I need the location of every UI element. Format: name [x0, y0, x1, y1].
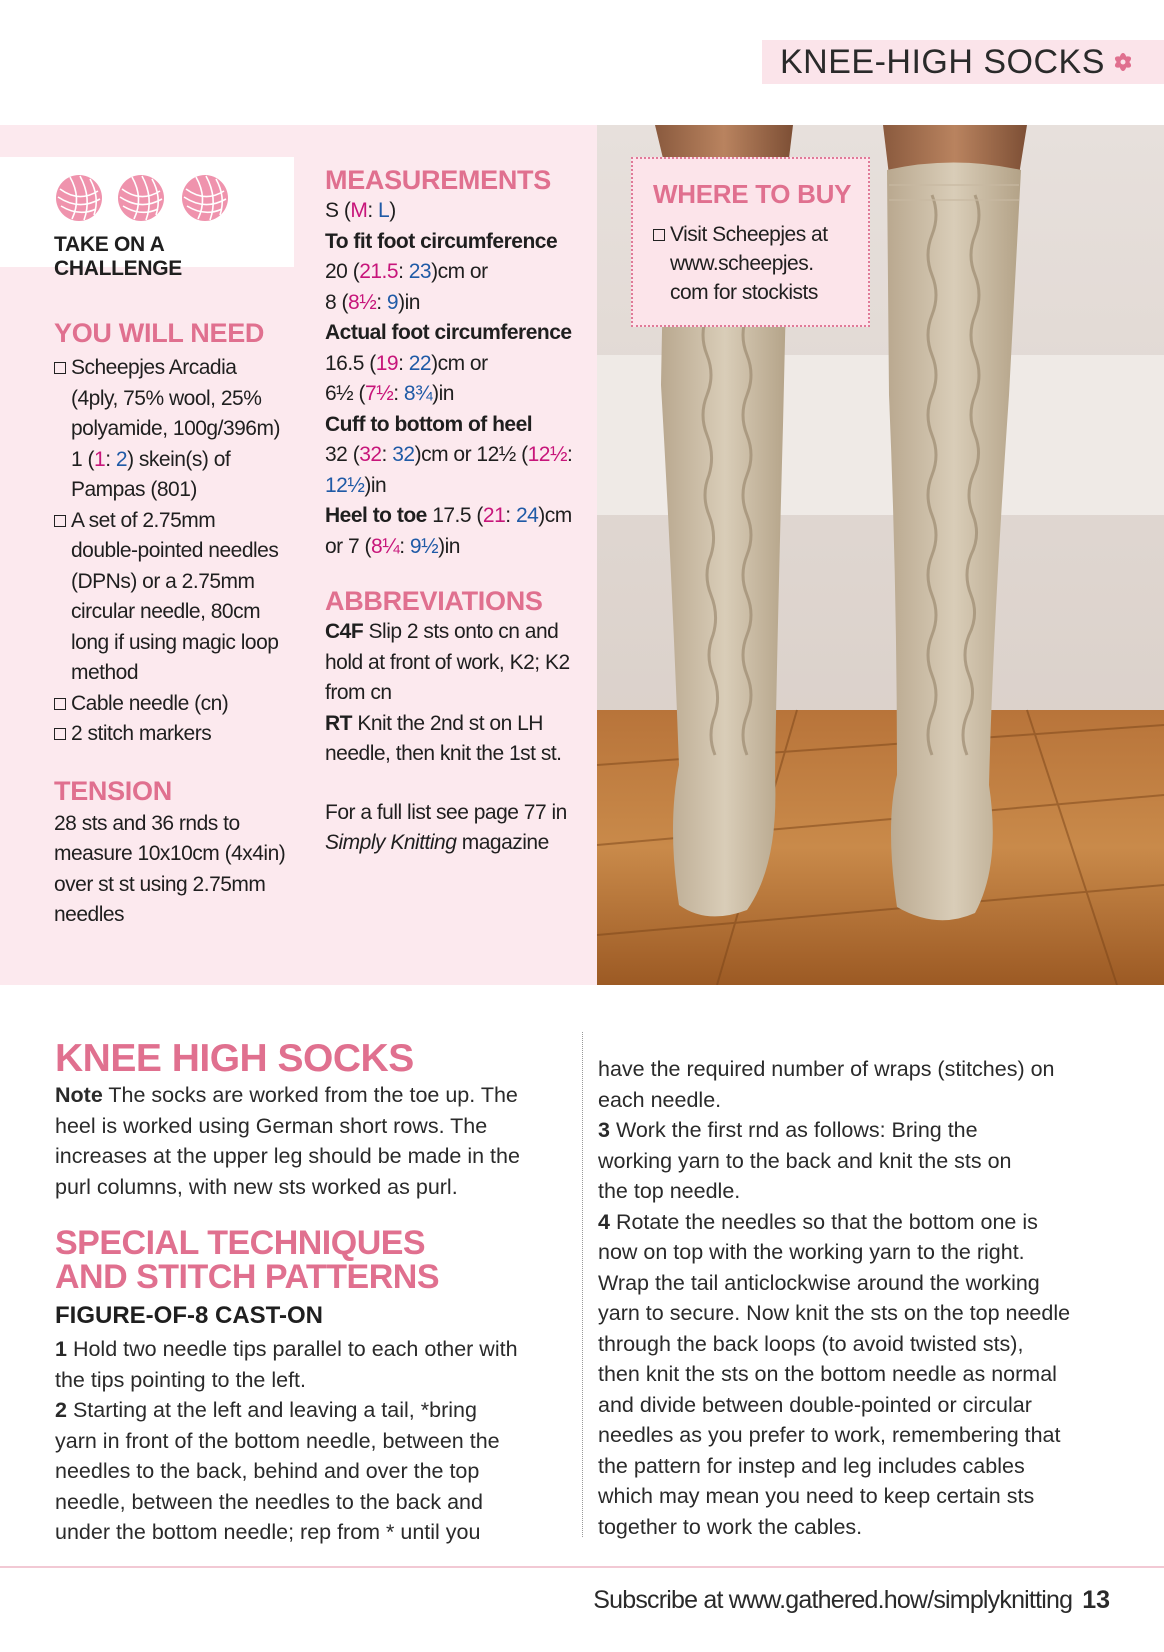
checkbox-icon: [54, 728, 66, 740]
list-item: 2 stitch markers: [54, 719, 294, 750]
tension-text: 28 sts and 36 rnds to measure 10x10cm (4x4in) over st st using 2.75mm needles: [54, 811, 286, 926]
measurements-heading: MEASUREMENTS: [325, 165, 551, 195]
step-2: 2 Starting at the left and leaving a tail, *bring yarn in front of the bottom needle, between the needles to the back, behind and over the top needle, between the needles to the back and under the bottom needle; rep from * until you: [55, 1398, 500, 1544]
where-to-buy-text: Visit Scheepjes at www.scheepjes. com for stockists: [653, 220, 868, 307]
checkbox-icon: [653, 229, 665, 241]
step-3: 3 Work the first rnd as follows: Bring the working yarn to the back and knit the sts on the top needle.: [598, 1118, 1012, 1203]
checkbox-icon: [54, 362, 66, 374]
article-right-column: [598, 1054, 1118, 1542]
header-tab: [762, 40, 1164, 84]
special-techniques-heading: SPECIAL TECHNIQUES: [55, 1224, 426, 1262]
note-paragraph: Note The socks are worked from the toe up. The heel is worked using German short rows. The increases at the upper leg should be made in the purl columns, with new sts worked as purl.: [55, 1083, 520, 1199]
difficulty-box: [0, 157, 294, 280]
measurements-text: S (M: L) To fit foot circumference 20 (21.5: 23)cm or 8 (8½: 9)in Actual foot circumference 16.5 (19: 22)cm or 6½ (7½: 8¾)in Cuff to bottom of heel 32 (32: 32)cm or 12½ (12½: 12½)in Heel to toe 17.5 (21: 24)cm or 7 (8¼: 9½)in: [325, 199, 573, 558]
step-2-continued: have the required number of wraps (stitches) on each needle.: [598, 1057, 1055, 1112]
where-to-buy-heading: WHERE TO BUY: [653, 179, 852, 209]
figure-of-8-subheading: FIGURE-OF-8 CAST-ON: [55, 1302, 323, 1329]
subscribe-text: Subscribe at www.gathered.how/simplyknitting: [593, 1586, 1073, 1614]
materials-column: [54, 318, 294, 931]
step-1: 1 Hold two needle tips parallel to each other with the tips pointing to the left.: [55, 1337, 518, 1392]
footer: [593, 1586, 1110, 1615]
tension-heading: TENSION: [54, 775, 172, 806]
list-item: Cable needle (cn): [54, 689, 294, 720]
list-item: A set of 2.75mm double-pointed needles (DPNs) or a 2.75mm circular needle, 80cm long if using magic loop method: [54, 506, 294, 689]
footer-rule: [0, 1566, 1164, 1568]
list-item: Scheepjes Arcadia (4ply, 75% wool, 25% polyamide, 100g/396m) 1 (1: 2) skein(s) of Pampas (801): [54, 353, 294, 506]
checkbox-icon: [54, 515, 66, 527]
step-4: 4 Rotate the needles so that the bottom one is now on top with the working yarn to the right. Wrap the tail anticlockwise around the working yarn to secure. Now knit the sts on the top needle through the back loops (to avoid twisted sts), then knit the sts on the bottom needle as normal and divide between double-pointed or circular needles as you prefer to work, remembering that the pattern for instep and leg includes cables which may mean you need to keep certain sts together to work the cables.: [598, 1209, 1071, 1539]
measurements-column: [325, 165, 585, 859]
column-divider: [582, 1032, 583, 1537]
yarn-ball-icon: [116, 173, 166, 223]
article-title: KNEE HIGH SOCKS: [55, 1037, 414, 1080]
page-section-title: KNEE-HIGH SOCKS: [780, 42, 1105, 81]
abbreviations-heading: ABBREVIATIONS: [325, 586, 543, 616]
yarn-ball-icon: [54, 173, 104, 223]
article-left-column: [55, 1038, 575, 1548]
abbreviations-text: C4F Slip 2 sts onto cn and hold at front of work, K2; K2 from cn RT Knit the 2nd st on LH needle, then knit the 1st st. For a full list see page 77 in Simply Knitting magazine: [325, 620, 570, 854]
you-will-need-heading: YOU WILL NEED: [54, 318, 265, 348]
flower-icon: [1109, 48, 1137, 76]
page-number: 13: [1082, 1586, 1110, 1614]
where-to-buy-box: [631, 157, 870, 327]
yarn-ball-icon: [180, 173, 230, 223]
special-techniques-heading-2: AND STITCH PATTERNS: [55, 1258, 440, 1296]
checkbox-icon: [54, 698, 66, 710]
difficulty-label: TAKE ON A CHALLENGE: [54, 233, 182, 280]
